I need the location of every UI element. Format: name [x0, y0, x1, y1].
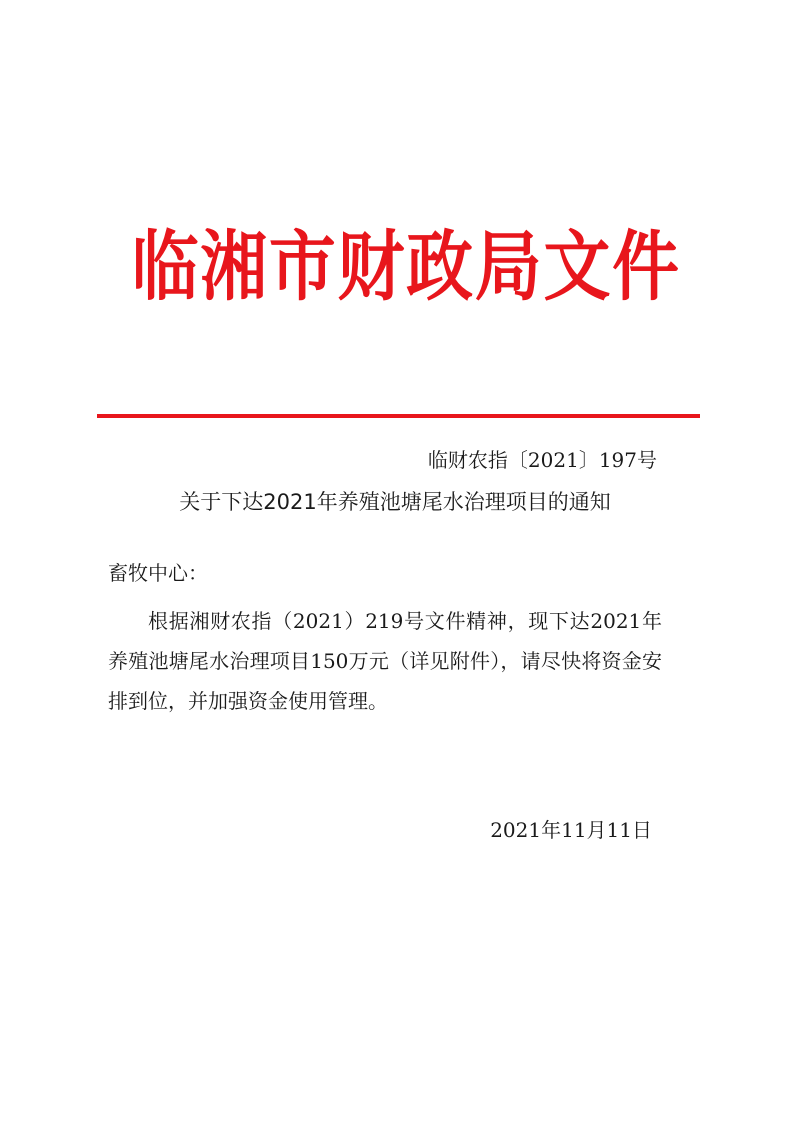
body-paragraph: 根据湘财农指（2021）219号文件精神，现下达2021年养殖池塘尾水治理项目150万元（详见附件），请尽快将资金安排到位，并加强资金使用管理。 [108, 609, 662, 713]
document-number: 临财农指〔2021〕197号 [427, 448, 657, 472]
document-masthead: 临湘市财政局文件 [131, 222, 681, 311]
document-title: 关于下达2021年养殖池塘尾水治理项目的通知 [179, 490, 611, 514]
issue-date: 2021年11月11日 [490, 818, 652, 842]
masthead-red-rule [97, 414, 700, 418]
addressee: 畜牧中心： [108, 561, 208, 585]
